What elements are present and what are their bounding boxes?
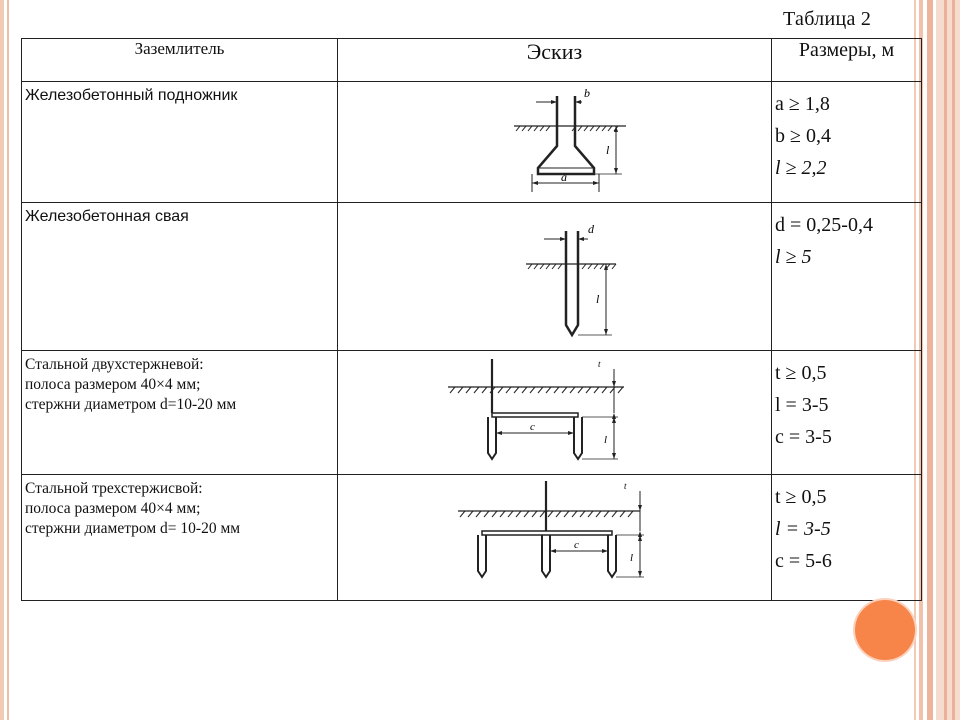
two-rod-sketch: [440, 355, 640, 471]
dimension-value: b ≥ 0,4: [775, 125, 831, 147]
table-caption: Таблица 2: [783, 8, 872, 30]
dimension-value: a ≥ 1,8: [775, 93, 830, 115]
left-border-stripe: [7, 0, 9, 720]
electrode-name: [22, 203, 338, 351]
dim-label-t: t: [624, 481, 627, 491]
dim-label-a: a: [561, 170, 567, 184]
dimension-value: l ≥ 2,2: [775, 157, 827, 179]
dimension-value: l = 3-5: [775, 518, 831, 540]
dimension-value: l ≥ 5: [775, 246, 812, 268]
dim-label-l: l: [606, 143, 610, 157]
dim-label-l: l: [630, 552, 634, 564]
header-electrode: Заземлитель: [22, 39, 338, 82]
table-row: [22, 82, 922, 203]
dimension-value: d = 0,25-0,4: [775, 214, 873, 236]
dim-label-b: b: [584, 86, 590, 100]
header-sketch: Эскиз: [338, 39, 772, 82]
name-line: полоса размером 40×4 мм;: [25, 500, 201, 517]
dimension-value: c = 5-6: [775, 550, 832, 572]
dimension-value: t ≥ 0,5: [775, 362, 827, 384]
dimensions-cell: [772, 203, 922, 351]
name-line: полоса размером 40×4 мм;: [25, 376, 201, 393]
dim-label-l: l: [604, 434, 608, 446]
dimensions-cell: [772, 351, 922, 475]
dimensions-cell: [772, 82, 922, 203]
left-border-stripe: [0, 0, 4, 720]
dim-label-t: t: [598, 359, 601, 369]
dimensions-cell: [772, 475, 922, 601]
pile-sketch: [516, 207, 626, 347]
dim-label-c: c: [530, 421, 535, 433]
right-border-stripe: [944, 0, 947, 720]
name-line: стержни диаметром d= 10-20 мм: [25, 520, 241, 537]
name-line: Стальной двухстержневой:: [25, 356, 204, 373]
table-row: [22, 351, 922, 475]
sketch-cell: [338, 82, 772, 203]
name-line: Железобетонная свая: [25, 208, 189, 225]
electrode-name: [22, 351, 338, 475]
dim-label-c: c: [574, 539, 579, 551]
table-row: [22, 475, 922, 601]
three-rod-sketch: [446, 477, 656, 595]
table-row: [22, 203, 922, 351]
right-border-band: [936, 0, 960, 720]
table-header-row: [22, 39, 922, 82]
right-border-stripe: [952, 0, 955, 720]
dimension-value: t ≥ 0,5: [775, 486, 827, 508]
electrode-name: [22, 82, 338, 203]
name-line: стержни диаметром d=10-20 мм: [25, 396, 237, 413]
dim-label-d: d: [588, 222, 594, 236]
electrodes-table: [21, 38, 922, 601]
header-dimensions: Размеры, м: [772, 39, 922, 82]
dimension-value: l = 3-5: [775, 394, 829, 416]
right-border-stripe: [927, 0, 933, 720]
dim-label-l: l: [596, 292, 600, 306]
name-line: Стальной трехстержисвой:: [25, 480, 203, 497]
footing-sketch: [506, 82, 646, 203]
sketch-cell: [338, 351, 772, 475]
decorative-circle: [855, 600, 915, 660]
electrode-name: [22, 475, 338, 601]
name-line: Железобетонный подножник: [25, 87, 238, 104]
sketch-cell: [338, 475, 772, 601]
sketch-cell: [338, 203, 772, 351]
dimension-value: c = 3-5: [775, 426, 832, 448]
